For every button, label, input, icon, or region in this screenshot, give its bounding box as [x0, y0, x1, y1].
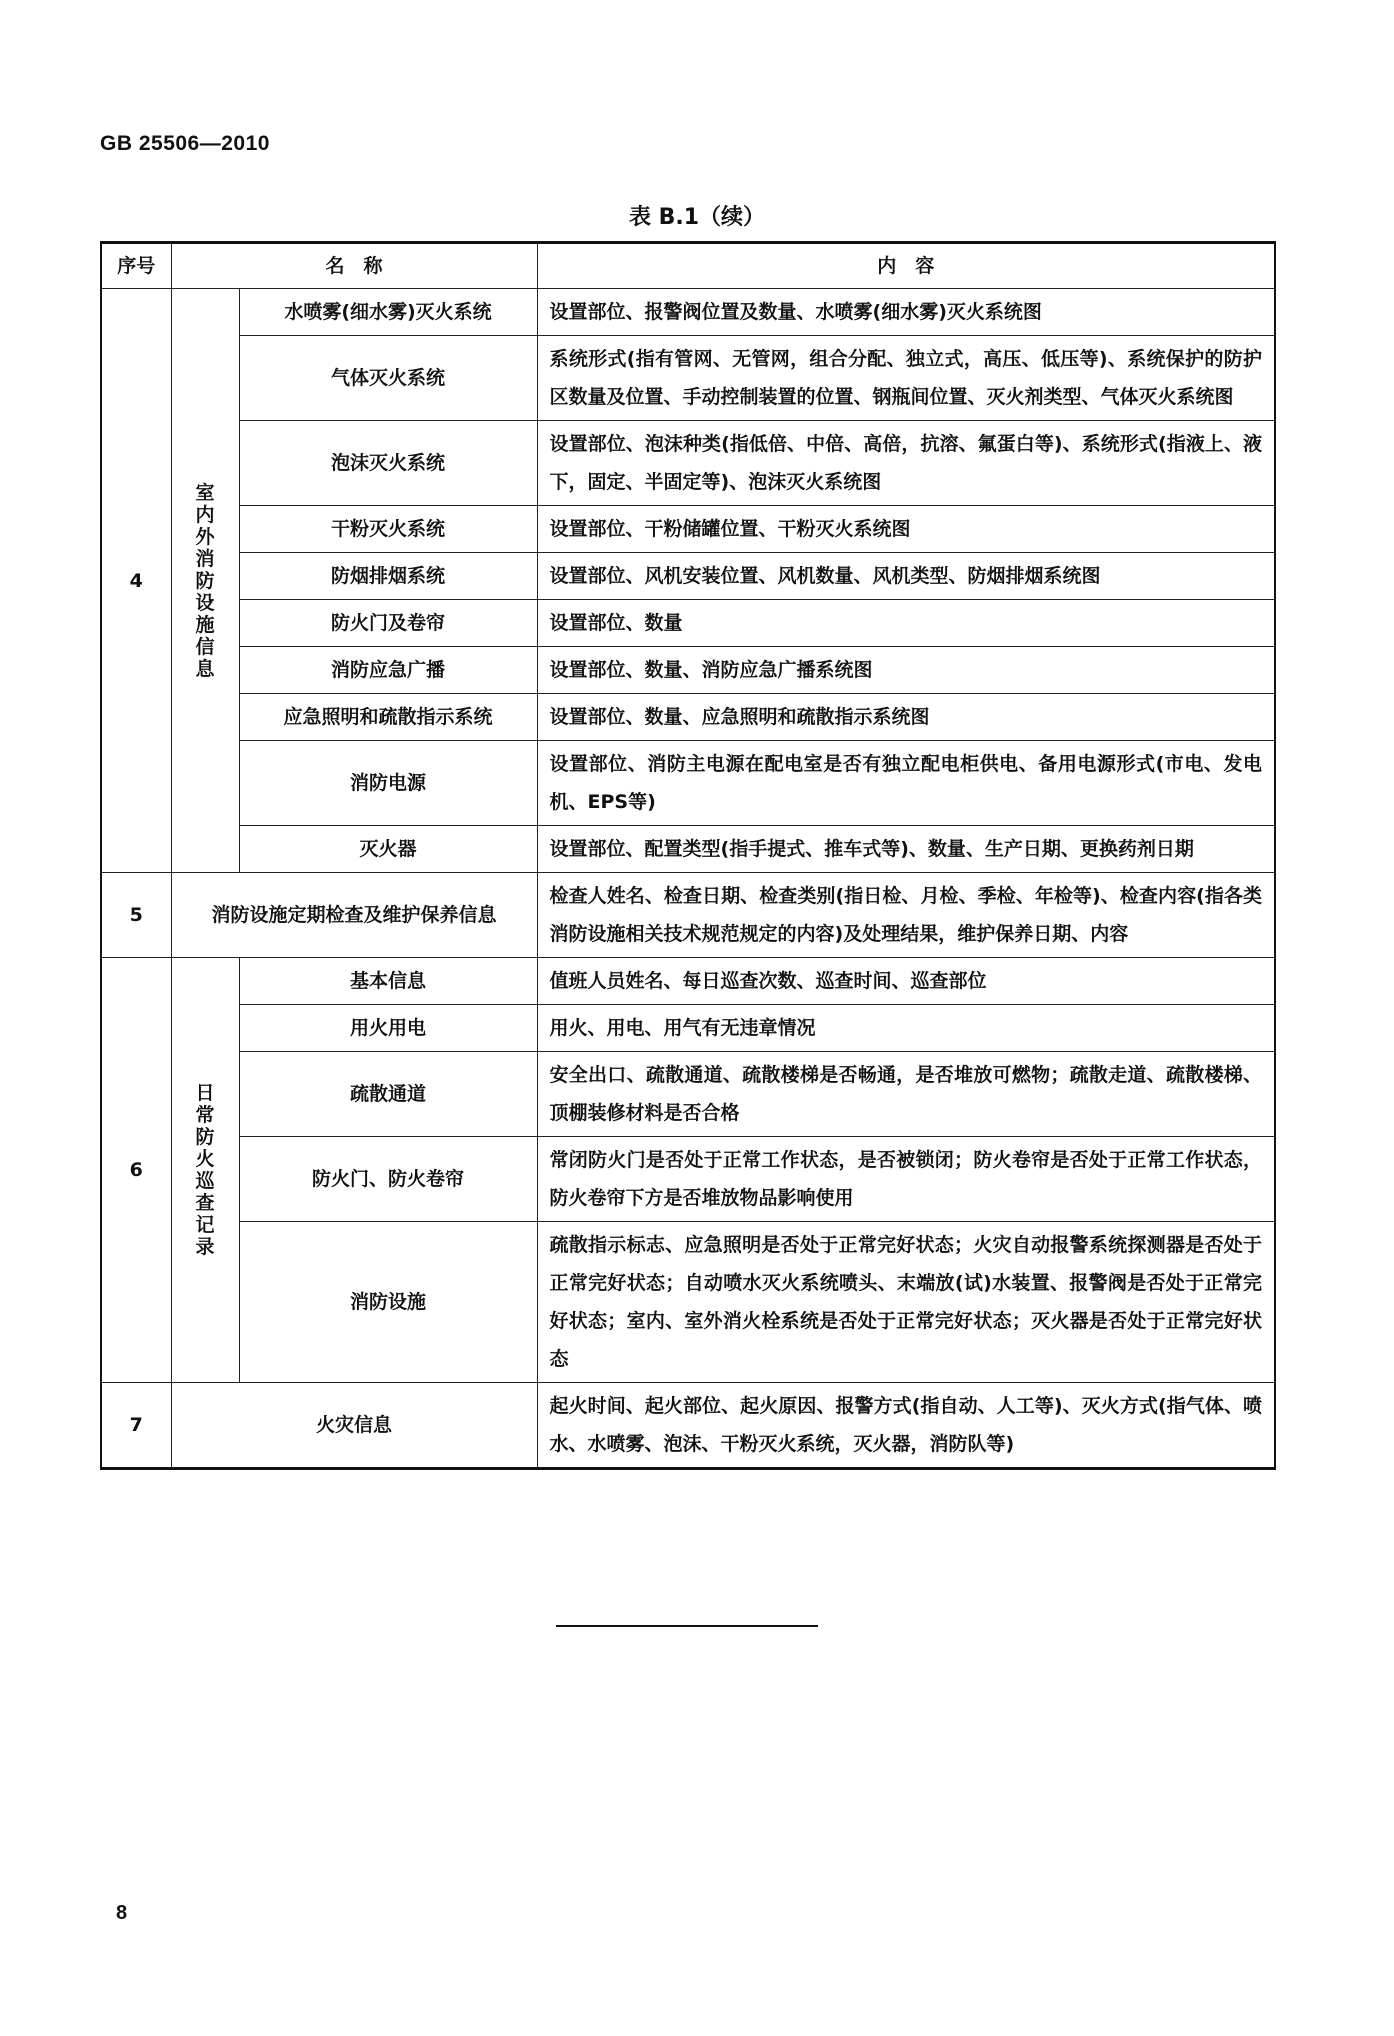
table-row [101, 647, 1275, 694]
row-number: 5 [101, 873, 171, 958]
row-number: 7 [101, 1383, 171, 1469]
end-of-standard-rule [556, 1625, 818, 1627]
item-name: 火灾信息 [171, 1383, 537, 1469]
fire-safety-info-table [100, 241, 1276, 1470]
item-name: 灭火器 [239, 826, 537, 873]
item-name: 消防设施定期检查及维护保养信息 [171, 873, 537, 958]
item-name: 用火用电 [239, 1005, 537, 1052]
item-name: 防烟排烟系统 [239, 553, 537, 600]
row-group-label [171, 958, 239, 1383]
table-row [101, 289, 1275, 336]
table-row [101, 421, 1275, 506]
item-content: 起火时间、起火部位、起火原因、报警方式(指自动、人工等)、灭火方式(指气体、喷水、水喷雾、泡沫、干粉灭火系统，灭火器，消防队等) [537, 1383, 1275, 1469]
item-content: 值班人员姓名、每日巡查次数、巡查时间、巡查部位 [537, 958, 1275, 1005]
item-content: 疏散指示标志、应急照明是否处于正常完好状态；火灾自动报警系统探测器是否处于正常完好状态；自动喷水灭火系统喷头、末端放(试)水装置、报警阀是否处于正常完好状态；室内、室外消火栓系统是否处于正常完好状态；灭火器是否处于正常完好状态 [537, 1222, 1275, 1383]
table-row [101, 1005, 1275, 1052]
row-number: 6 [101, 958, 171, 1383]
item-content: 设置部位、泡沫种类(指低倍、中倍、高倍，抗溶、氟蛋白等)、系统形式(指液上、液下，固定、半固定等)、泡沫灭火系统图 [537, 421, 1275, 506]
header-name: 名 称 [171, 243, 537, 289]
table-row [101, 694, 1275, 741]
table-row [101, 600, 1275, 647]
table-row [101, 1052, 1275, 1137]
table-title: 表 B.1（续） [628, 205, 766, 230]
item-content: 设置部位、配置类型(指手提式、推车式等)、数量、生产日期、更换药剂日期 [537, 826, 1275, 873]
group-label-text: 室内外消防设施信息 [195, 481, 215, 680]
item-name: 防火门及卷帘 [239, 600, 537, 647]
item-name: 基本信息 [239, 958, 537, 1005]
item-content: 设置部位、数量、应急照明和疏散指示系统图 [537, 694, 1275, 741]
item-content: 系统形式(指有管网、无管网，组合分配、独立式，高压、低压等)、系统保护的防护区数量及位置、手动控制装置的位置、钢瓶间位置、灭火剂类型、气体灭火系统图 [537, 336, 1275, 421]
item-name: 泡沫灭火系统 [239, 421, 537, 506]
table-row [101, 553, 1275, 600]
item-content: 常闭防火门是否处于正常工作状态，是否被锁闭；防火卷帘是否处于正常工作状态，防火卷帘下方是否堆放物品影响使用 [537, 1137, 1275, 1222]
item-content: 设置部位、报警阀位置及数量、水喷雾(细水雾)灭火系统图 [537, 289, 1275, 336]
item-content: 设置部位、风机安装位置、风机数量、风机类型、防烟排烟系统图 [537, 553, 1275, 600]
table-row [101, 1137, 1275, 1222]
table-row [101, 1222, 1275, 1383]
item-name: 气体灭火系统 [239, 336, 537, 421]
item-name: 消防设施 [239, 1222, 537, 1383]
standard-code: GB 25506—2010 [100, 132, 270, 155]
table-row [101, 506, 1275, 553]
table-row [101, 1383, 1275, 1469]
item-content: 设置部位、数量 [537, 600, 1275, 647]
item-name: 干粉灭火系统 [239, 506, 537, 553]
header-content: 内 容 [537, 243, 1275, 289]
item-content: 安全出口、疏散通道、疏散楼梯是否畅通，是否堆放可燃物；疏散走道、疏散楼梯、顶棚装修材料是否合格 [537, 1052, 1275, 1137]
item-name: 应急照明和疏散指示系统 [239, 694, 537, 741]
table-header-row [101, 243, 1275, 289]
table-row [101, 958, 1275, 1005]
item-name: 水喷雾(细水雾)灭火系统 [239, 289, 537, 336]
table-row [101, 741, 1275, 826]
row-group-label [171, 289, 239, 873]
header-no: 序号 [101, 243, 171, 289]
item-content: 设置部位、消防主电源在配电室是否有独立配电柜供电、备用电源形式(市电、发电机、EPS等) [537, 741, 1275, 826]
item-content: 用火、用电、用气有无违章情况 [537, 1005, 1275, 1052]
item-name: 防火门、防火卷帘 [239, 1137, 537, 1222]
item-content: 设置部位、干粉储罐位置、干粉灭火系统图 [537, 506, 1275, 553]
table-row [101, 873, 1275, 958]
table-row [101, 336, 1275, 421]
page-number: 8 [116, 1902, 128, 1924]
item-name: 消防应急广播 [239, 647, 537, 694]
item-content: 设置部位、数量、消防应急广播系统图 [537, 647, 1275, 694]
item-name: 疏散通道 [239, 1052, 537, 1137]
item-content: 检查人姓名、检查日期、检查类别(指日检、月检、季检、年检等)、检查内容(指各类消防设施相关技术规范规定的内容)及处理结果，维护保养日期、内容 [537, 873, 1275, 958]
item-name: 消防电源 [239, 741, 537, 826]
group-label-text: 日常防火巡查记录 [195, 1082, 215, 1258]
row-number: 4 [101, 289, 171, 873]
table-row [101, 826, 1275, 873]
